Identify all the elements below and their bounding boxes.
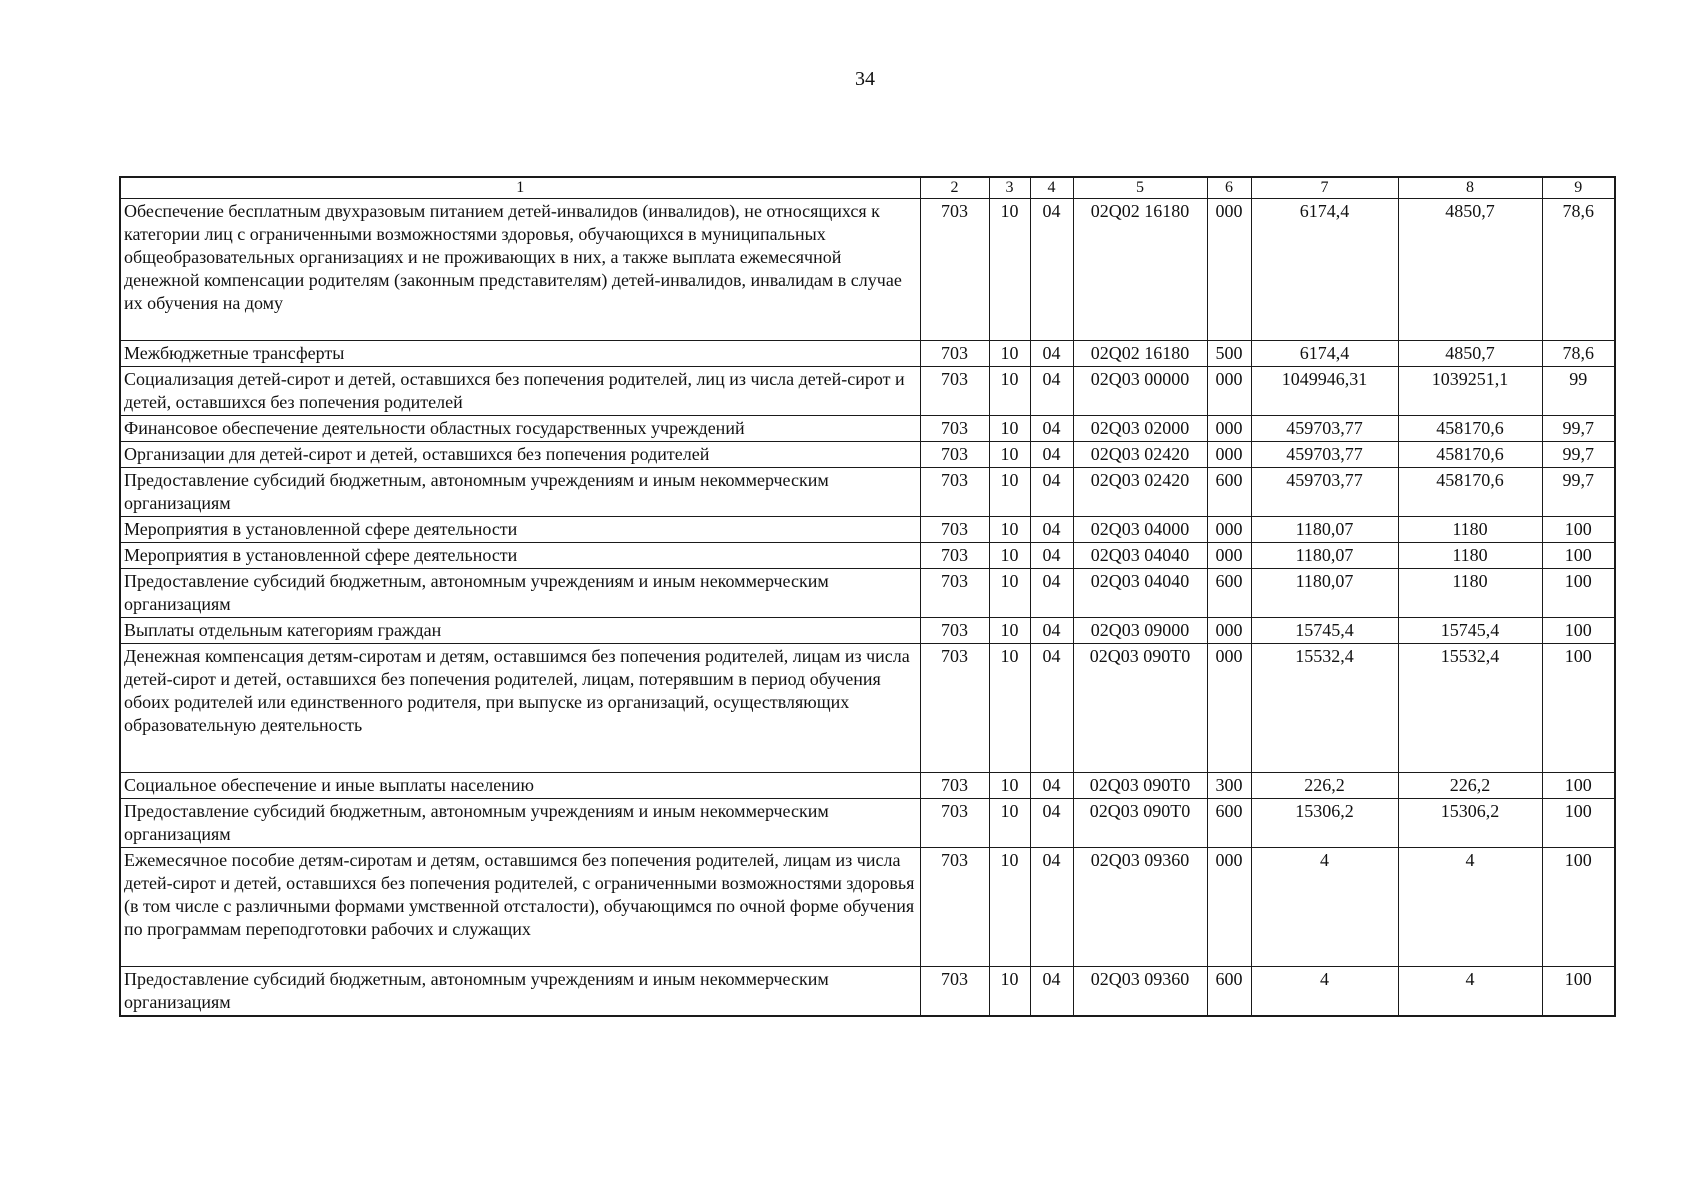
code-cell: 04 — [1030, 367, 1073, 416]
code-cell: 10 — [989, 569, 1030, 618]
row-name-cell: Социализация детей-сирот и детей, оставшихся без попечения родителей, лиц из числа детей-сирот и детей, оставшихся без попечения родителей — [120, 367, 920, 416]
code-cell: 02Q03 090T0 — [1073, 773, 1207, 799]
code-cell: 02Q03 09360 — [1073, 848, 1207, 967]
code-cell: 02Q02 16180 — [1073, 341, 1207, 367]
code-cell: 04 — [1030, 199, 1073, 341]
code-cell: 02Q03 090T0 — [1073, 799, 1207, 848]
value-cell: 226,2 — [1398, 773, 1542, 799]
column-header: 9 — [1542, 177, 1615, 199]
code-cell: 703 — [920, 367, 989, 416]
row-name-cell: Ежемесячное пособие детям-сиротам и детям, оставшимся без попечения родителей, лицам из числа детей-сирот и детей, оставшихся без попечения родителей, с ограниченными возможностями здоровья (в том числе с различными формами умственной отсталости), обучающимся по очной форме обучения по программам переподготовки рабочих и служащих — [120, 848, 920, 967]
code-cell: 04 — [1030, 644, 1073, 773]
code-cell: 02Q03 04040 — [1073, 543, 1207, 569]
row-name-cell: Обеспечение бесплатным двухразовым питанием детей-инвалидов (инвалидов), не относящихся к категории лиц с ограниченными возможностями здоровья, обучающихся в муниципальных общеобразовательных организациях и не проживающих в них, а также выплата ежемесячной денежной компенсации родителям (законным представителям) детей-инвалидов, инвалидам в случае их обучения на дому — [120, 199, 920, 341]
code-cell: 02Q03 02000 — [1073, 416, 1207, 442]
value-cell: 15745,4 — [1251, 618, 1398, 644]
code-cell: 703 — [920, 543, 989, 569]
value-cell: 6174,4 — [1251, 199, 1398, 341]
code-cell: 703 — [920, 644, 989, 773]
code-cell: 04 — [1030, 799, 1073, 848]
budget-table — [119, 176, 1616, 1017]
code-cell: 02Q03 09360 — [1073, 967, 1207, 1017]
code-cell: 10 — [989, 848, 1030, 967]
code-cell: 703 — [920, 468, 989, 517]
code-cell: 02Q03 09000 — [1073, 618, 1207, 644]
column-header: 4 — [1030, 177, 1073, 199]
value-cell: 4850,7 — [1398, 199, 1542, 341]
code-cell: 02Q03 00000 — [1073, 367, 1207, 416]
value-cell: 1049946,31 — [1251, 367, 1398, 416]
percent-cell: 78,6 — [1542, 199, 1615, 341]
code-cell: 10 — [989, 644, 1030, 773]
value-cell: 4 — [1398, 967, 1542, 1017]
table-row — [120, 799, 1615, 848]
code-cell: 703 — [920, 569, 989, 618]
code-cell: 703 — [920, 442, 989, 468]
code-cell: 000 — [1207, 644, 1251, 773]
code-cell: 04 — [1030, 618, 1073, 644]
code-cell: 10 — [989, 517, 1030, 543]
code-cell: 04 — [1030, 416, 1073, 442]
table-row — [120, 618, 1615, 644]
code-cell: 04 — [1030, 341, 1073, 367]
code-cell: 10 — [989, 442, 1030, 468]
row-name-cell: Мероприятия в установленной сфере деятельности — [120, 543, 920, 569]
code-cell: 000 — [1207, 618, 1251, 644]
percent-cell: 100 — [1542, 618, 1615, 644]
row-name-cell: Социальное обеспечение и иные выплаты населению — [120, 773, 920, 799]
table-row — [120, 341, 1615, 367]
percent-cell: 99 — [1542, 367, 1615, 416]
value-cell: 15306,2 — [1398, 799, 1542, 848]
row-name-cell: Предоставление субсидий бюджетным, автономным учреждениям и иным некоммерческим организациям — [120, 799, 920, 848]
code-cell: 10 — [989, 773, 1030, 799]
code-cell: 703 — [920, 416, 989, 442]
row-name-cell: Денежная компенсация детям-сиротам и детям, оставшимся без попечения родителей, лицам из числа детей-сирот и детей, оставшихся без попечения родителей, лицам, потерявшим в период обучения обоих родителей или единственного родителя, при выпуске из организаций, осуществляющих образовательную деятельность — [120, 644, 920, 773]
code-cell: 300 — [1207, 773, 1251, 799]
row-name-cell: Предоставление субсидий бюджетным, автономным учреждениям и иным некоммерческим организациям — [120, 967, 920, 1017]
value-cell: 4 — [1398, 848, 1542, 967]
table-row — [120, 517, 1615, 543]
row-name-cell: Межбюджетные трансферты — [120, 341, 920, 367]
value-cell: 459703,77 — [1251, 442, 1398, 468]
code-cell: 600 — [1207, 468, 1251, 517]
value-cell: 458170,6 — [1398, 442, 1542, 468]
value-cell: 1180 — [1398, 569, 1542, 618]
value-cell: 1180,07 — [1251, 569, 1398, 618]
value-cell: 6174,4 — [1251, 341, 1398, 367]
code-cell: 000 — [1207, 543, 1251, 569]
percent-cell: 100 — [1542, 517, 1615, 543]
value-cell: 1039251,1 — [1398, 367, 1542, 416]
code-cell: 703 — [920, 799, 989, 848]
code-cell: 04 — [1030, 468, 1073, 517]
code-cell: 02Q03 090T0 — [1073, 644, 1207, 773]
code-cell: 02Q03 02420 — [1073, 442, 1207, 468]
table-row — [120, 468, 1615, 517]
code-cell: 10 — [989, 967, 1030, 1017]
code-cell: 10 — [989, 416, 1030, 442]
code-cell: 10 — [989, 618, 1030, 644]
percent-cell: 100 — [1542, 543, 1615, 569]
code-cell: 02Q03 04040 — [1073, 569, 1207, 618]
code-cell: 10 — [989, 468, 1030, 517]
table-row — [120, 848, 1615, 967]
code-cell: 04 — [1030, 773, 1073, 799]
code-cell: 02Q03 02420 — [1073, 468, 1207, 517]
column-header: 3 — [989, 177, 1030, 199]
percent-cell: 100 — [1542, 967, 1615, 1017]
table-row — [120, 199, 1615, 341]
code-cell: 04 — [1030, 517, 1073, 543]
code-cell: 600 — [1207, 967, 1251, 1017]
row-name-cell: Мероприятия в установленной сфере деятельности — [120, 517, 920, 543]
percent-cell: 99,7 — [1542, 468, 1615, 517]
code-cell: 04 — [1030, 569, 1073, 618]
table-row — [120, 416, 1615, 442]
code-cell: 000 — [1207, 367, 1251, 416]
value-cell: 1180,07 — [1251, 517, 1398, 543]
value-cell: 4 — [1251, 848, 1398, 967]
code-cell: 10 — [989, 341, 1030, 367]
value-cell: 1180 — [1398, 517, 1542, 543]
table-row — [120, 569, 1615, 618]
code-cell: 04 — [1030, 967, 1073, 1017]
code-cell: 04 — [1030, 442, 1073, 468]
table-row — [120, 367, 1615, 416]
percent-cell: 78,6 — [1542, 341, 1615, 367]
code-cell: 04 — [1030, 848, 1073, 967]
code-cell: 703 — [920, 967, 989, 1017]
column-header: 6 — [1207, 177, 1251, 199]
code-cell: 04 — [1030, 543, 1073, 569]
code-cell: 000 — [1207, 442, 1251, 468]
code-cell: 02Q02 16180 — [1073, 199, 1207, 341]
column-header: 8 — [1398, 177, 1542, 199]
code-cell: 703 — [920, 517, 989, 543]
code-cell: 10 — [989, 543, 1030, 569]
code-cell: 703 — [920, 848, 989, 967]
table-row — [120, 644, 1615, 773]
code-cell: 600 — [1207, 569, 1251, 618]
column-header: 7 — [1251, 177, 1398, 199]
column-header: 5 — [1073, 177, 1207, 199]
value-cell: 1180,07 — [1251, 543, 1398, 569]
value-cell: 458170,6 — [1398, 416, 1542, 442]
code-cell: 000 — [1207, 416, 1251, 442]
code-cell: 000 — [1207, 517, 1251, 543]
percent-cell: 100 — [1542, 848, 1615, 967]
code-cell: 703 — [920, 199, 989, 341]
column-header: 2 — [920, 177, 989, 199]
percent-cell: 100 — [1542, 773, 1615, 799]
code-cell: 10 — [989, 199, 1030, 341]
code-cell: 000 — [1207, 199, 1251, 341]
code-cell: 703 — [920, 618, 989, 644]
value-cell: 4850,7 — [1398, 341, 1542, 367]
value-cell: 226,2 — [1251, 773, 1398, 799]
table-row — [120, 442, 1615, 468]
value-cell: 459703,77 — [1251, 416, 1398, 442]
percent-cell: 100 — [1542, 644, 1615, 773]
code-cell: 703 — [920, 773, 989, 799]
row-name-cell: Предоставление субсидий бюджетным, автономным учреждениям и иным некоммерческим организациям — [120, 569, 920, 618]
code-cell: 000 — [1207, 848, 1251, 967]
row-name-cell: Организации для детей-сирот и детей, оставшихся без попечения родителей — [120, 442, 920, 468]
row-name-cell: Предоставление субсидий бюджетным, автономным учреждениям и иным некоммерческим организациям — [120, 468, 920, 517]
page-number: 34 — [855, 68, 875, 90]
row-name-cell: Финансовое обеспечение деятельности областных государственных учреждений — [120, 416, 920, 442]
value-cell: 15532,4 — [1251, 644, 1398, 773]
code-cell: 02Q03 04000 — [1073, 517, 1207, 543]
value-cell: 15306,2 — [1251, 799, 1398, 848]
value-cell: 458170,6 — [1398, 468, 1542, 517]
table-row — [120, 773, 1615, 799]
value-cell: 4 — [1251, 967, 1398, 1017]
percent-cell: 99,7 — [1542, 416, 1615, 442]
table-row — [120, 967, 1615, 1017]
code-cell: 10 — [989, 799, 1030, 848]
code-cell: 500 — [1207, 341, 1251, 367]
table-row — [120, 543, 1615, 569]
code-cell: 600 — [1207, 799, 1251, 848]
row-name-cell: Выплаты отдельным категориям граждан — [120, 618, 920, 644]
value-cell: 459703,77 — [1251, 468, 1398, 517]
value-cell: 1180 — [1398, 543, 1542, 569]
code-cell: 10 — [989, 367, 1030, 416]
value-cell: 15532,4 — [1398, 644, 1542, 773]
percent-cell: 100 — [1542, 569, 1615, 618]
header-row — [120, 177, 1615, 199]
code-cell: 703 — [920, 341, 989, 367]
column-header: 1 — [120, 177, 920, 199]
value-cell: 15745,4 — [1398, 618, 1542, 644]
percent-cell: 100 — [1542, 799, 1615, 848]
percent-cell: 99,7 — [1542, 442, 1615, 468]
